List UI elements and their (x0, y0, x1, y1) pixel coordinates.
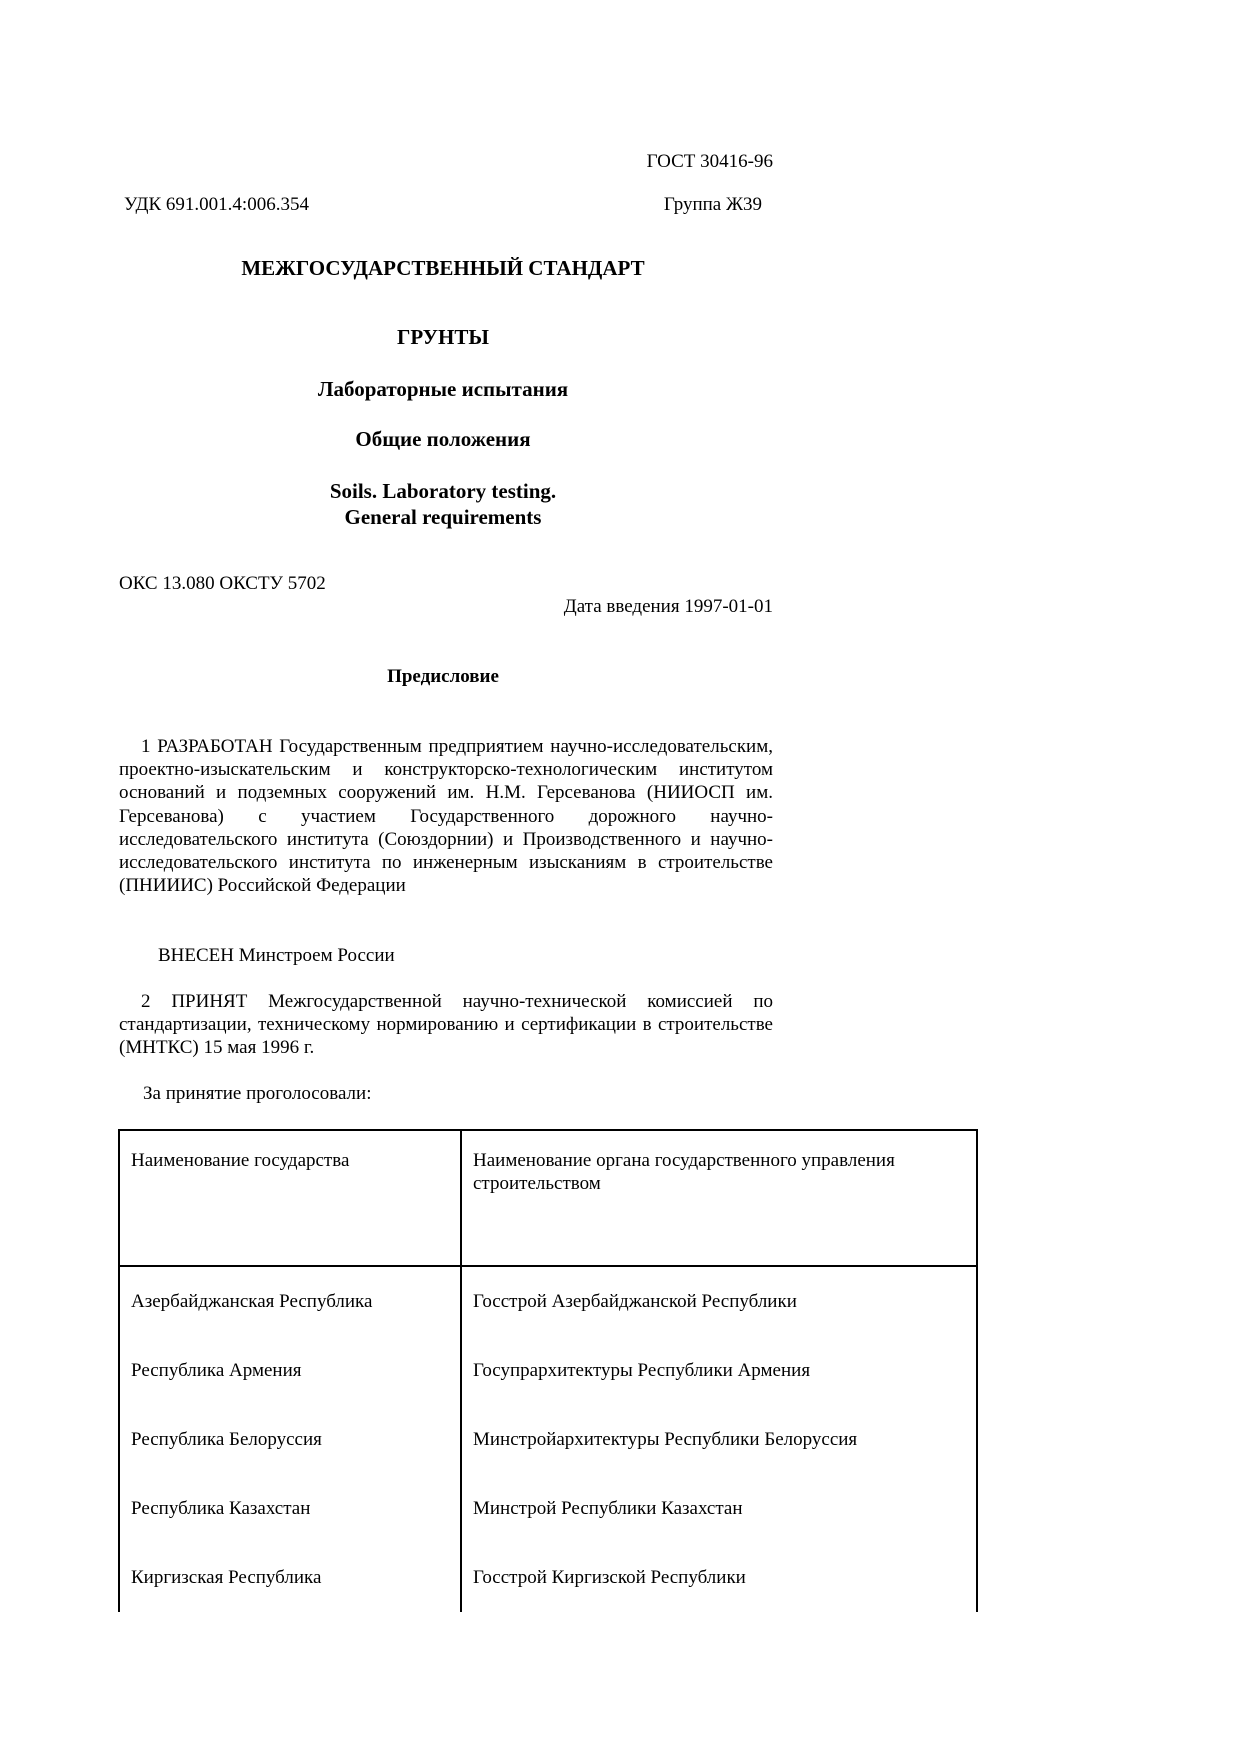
group-code: Группа Ж39 (663, 194, 762, 215)
preface-vote-label: За принятие проголосовали: (143, 1083, 372, 1104)
subject-title: ГРУНТЫ (396, 325, 490, 349)
authority-cell: Минстройархитектуры Республики Белоруссия (461, 1405, 977, 1474)
header-authority: Наименование органа государственного управления строительством (461, 1130, 977, 1266)
table-row (119, 1336, 977, 1405)
effective-date: Дата введения 1997-01-01 (563, 596, 773, 617)
authority-cell: Госстрой Киргизской Республики (461, 1543, 977, 1612)
state-cell: Киргизская Республика (119, 1543, 461, 1612)
document-title: МЕЖГОСУДАРСТВЕННЫЙ СТАНДАРТ (241, 256, 645, 280)
preface-heading: Предисловие (387, 666, 499, 687)
state-cell: Республика Армения (119, 1336, 461, 1405)
authority-cell: Госстрой Азербайджанской Республики (461, 1266, 977, 1336)
state-cell: Азербайджанская Республика (119, 1266, 461, 1336)
udk-code: УДК 691.001.4:006.354 (124, 194, 309, 215)
preface-vnesen: ВНЕСЕН Минстроем России (158, 945, 395, 966)
preface-paragraph-2: 2 ПРИНЯТ Межгосударственной научно-технической комиссией по стандартизации, техническому нормированию и сертификации в строительстве (МНТКС) 15 мая 1996 г. (119, 991, 773, 1059)
gost-number: ГОСТ 30416-96 (646, 151, 773, 172)
preface-paragraph-1: 1 РАЗРАБОТАН Государственным предприятием научно-исследовательским, проектно-изыскательским и конструкторско-технологическим институтом оснований и подземных сооружений им. Н.М. Герсеванова (НИИОСП им. Герсеванова) с участием Государственного дорожного научно-исследовательского института (Союздорнии) и Производственного и научно-исследовательского института по инженерным изысканиям в строительстве (ПНИИИС) Российской Федерации (119, 736, 773, 897)
header-state: Наименование государства (119, 1130, 461, 1266)
authority-cell: Минстрой Республики Казахстан (461, 1474, 977, 1543)
table-header-row (119, 1130, 977, 1266)
table-row (119, 1405, 977, 1474)
table-row (119, 1266, 977, 1336)
table-row (119, 1474, 977, 1543)
english-title-1: Soils. Laboratory testing. (329, 479, 557, 503)
voting-table (118, 1129, 978, 1612)
authority-cell: Госупрархитектуры Республики Армения (461, 1336, 977, 1405)
subtitle-1: Лабораторные испытания (317, 377, 569, 401)
table-row (119, 1543, 977, 1612)
subtitle-2: Общие положения (355, 427, 531, 451)
state-cell: Республика Белоруссия (119, 1405, 461, 1474)
oks-code: ОКС 13.080 ОКСТУ 5702 (119, 573, 326, 594)
english-title-2: General requirements (344, 505, 542, 529)
state-cell: Республика Казахстан (119, 1474, 461, 1543)
